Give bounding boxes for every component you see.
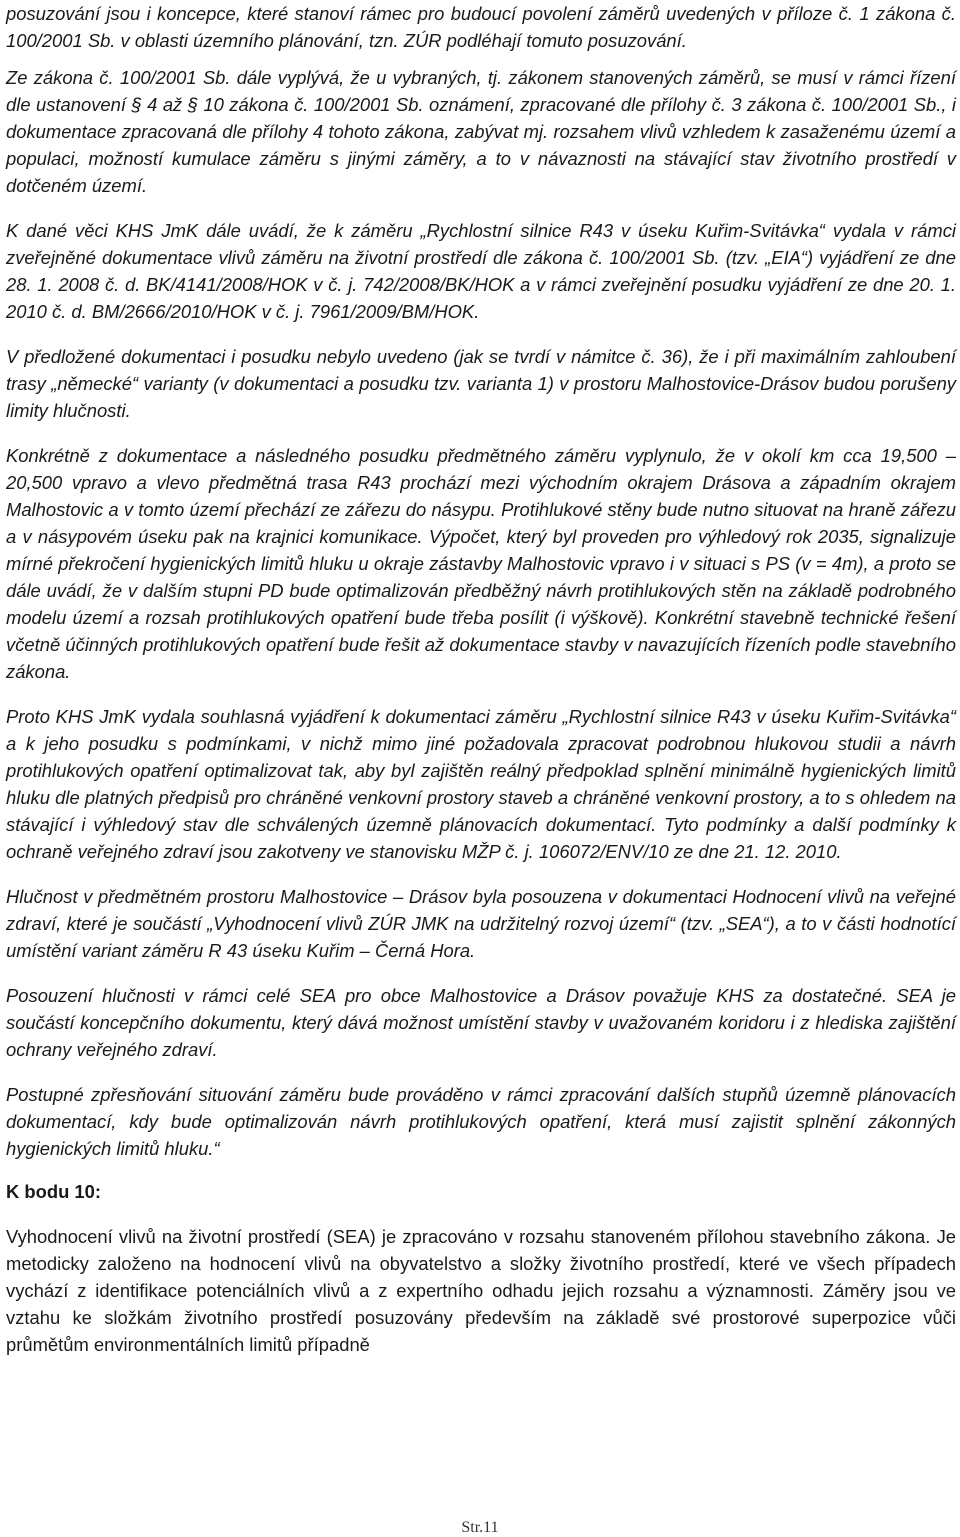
section-heading: K bodu 10: bbox=[6, 1181, 102, 1202]
paragraph-refinement: Postupné zpřesňování situování záměru bude prováděno v rámci zpracování dalších stupňů územně plánovacích dokumentací, kdy bude optimalizován návrh protihlukových opatření, která musí zajistit splnění zákonných hygienických limitů hluku.“ bbox=[6, 1084, 956, 1159]
paragraph-sea-evaluation: Vyhodnocení vlivů na životní prostředí (SEA) je zpracováno v rozsahu stanoveném přílohou stavebního zákona. Je metodicky založeno na hodnocení vlivů na obyvatelstvo a složky životního prostředí, které ve všech případech vychází z identifikace potenciálních vlivů a z expertního odhadu jejich rozsahu a významnosti. Záměry jsou ve vztahu ke složkám životního prostředí posuzovány především na základě své prostorové superpozice vůči průmětům environmentálních limitů případně bbox=[6, 1226, 956, 1355]
paragraph-khs-conditions: Proto KHS JmK vydala souhlasná vyjádření k dokumentaci záměru „Rychlostní silnice R43 v úseku Kuřim-Svitávka“ a k jeho posudku s podmínkami, v nichž mimo jiné požadovala zpracovat podrobnou hlukovou studii a návrh protihlukových opatření optimalizovat tak, aby byl zajištěn reálný předpoklad splnění minimálně hygienických limitů hluku dle platných předpisů pro chráněné venkovní prostory staveb a chráněné venkovní prostory, a to s ohledem na stávající i výhledový stav dle schválených územně plánovacích dokumentací. Tyto podmínky a další podmínky k ochraně veřejného zdraví jsou zakotveny ve stanovisku MŽP č. j. 106072/ENV/10 ze dne 21. 12. 2010. bbox=[6, 706, 956, 862]
paragraph-khs-statements: K dané věci KHS JmK dále uvádí, že k záměru „Rychlostní silnice R43 v úseku Kuřim-Svitávka“ vydala v rámci zveřejněné dokumentace vlivů záměru na životní prostředí dle zákona č. 100/2001 Sb. (tzv. „EIA“) vyjádření ze dne 28. 1. 2008 č. d. BK/4141/2008/HOK v č. j. 742/2008/BK/HOK a v rámci zveřejnění posudku vyjádření ze dne 20. 1. 2010 č. d. BM/2666/2010/HOK v č. j. 7961/2009/BM/HOK. bbox=[6, 220, 956, 322]
paragraph-sea-intro: posuzování jsou i koncepce, které stanoví rámec pro budoucí povolení záměrů uvedených v příloze č. 1 zákona č. 100/2001 Sb. v oblasti územního plánování, tzn. ZÚR podléhají tomuto posuzování. bbox=[6, 3, 956, 51]
document-page bbox=[6, 0, 956, 1358]
page-number: Str.11 bbox=[461, 1519, 499, 1536]
paragraph-noise-limits: V předložené dokumentaci i posudku nebylo uvedeno (jak se tvrdí v námitce č. 36), že i při maximálním zahloubení trasy „německé“ varianty (v dokumentaci a posudku tzv. varianta 1) v prostoru Malhostovice-Drásov budou porušeny limity hlučnosti. bbox=[6, 346, 956, 421]
paragraph-law-obligations: Ze zákona č. 100/2001 Sb. dále vyplývá, že u vybraných, tj. zákonem stanovených záměrů, se musí v rámci řízení dle ustanovení § 4 až § 10 zákona č. 100/2001 Sb. oznámení, zpracované dle přílohy č. 3 zákona č. 100/2001 Sb., i dokumentace zpracovaná dle přílohy 4 tohoto zákona, zabývat mj. rozsahem vlivů vzhledem k zasaženému území a populaci, možností kumulace záměru s jinými záměry, a to v návaznosti na stávající stav životního prostředí v dotčeném území. bbox=[6, 67, 956, 196]
paragraph-sea-sufficiency: Posouzení hlučnosti v rámci celé SEA pro obce Malhostovice a Drásov považuje KHS za dostatečné. SEA je součástí koncepčního dokumentu, který dává možnost umístění stavby v uvažovaném koridoru i z hlediska zajištění ochrany veřejného zdraví. bbox=[6, 985, 956, 1060]
paragraph-noise-details: Konkrétně z dokumentace a následného posudku předmětného záměru vyplynulo, že v okolí km cca 19,500 – 20,500 vpravo a vlevo předmětná trasa R43 prochází mezi východním okrajem Drásova a západním okrajem Malhostovic a v tomto území přechází ze zářezu do násypu. Protihlukové stěny bude nutno situovat na hraně zářezu a v násypovém úseku pak na krajnici komunikace. Výpočet, který byl proveden pro výhledový rok 2035, signalizuje mírné překročení hygienických limitů hluku u okraje zástavby Malhostovic vpravo i v situaci s PS (v = 4m), a proto se dále uvádí, že v dalším stupni PD bude optimalizován předběžný návrh protihlukových stěn na základě podrobného modelu území a rozsah protihlukových opatření bude třeba posílit (i výškově). Konkrétní stavebně technické řešení včetně účinných protihlukových opatření bude řešit až dokumentace stavby v navazujících řízeních podle stavebního zákona. bbox=[6, 445, 956, 682]
paragraph-noise-assessment: Hlučnost v předmětném prostoru Malhostovice – Drásov byla posouzena v dokumentaci Hodnocení vlivů na veřejné zdraví, které je součástí „Vyhodnocení vlivů ZÚR JMK na udržitelný rozvoj území“ (tzv. „SEA“), a to v části hodnotící umístění variant záměru R 43 úseku Kuřim – Černá Hora. bbox=[6, 886, 956, 961]
